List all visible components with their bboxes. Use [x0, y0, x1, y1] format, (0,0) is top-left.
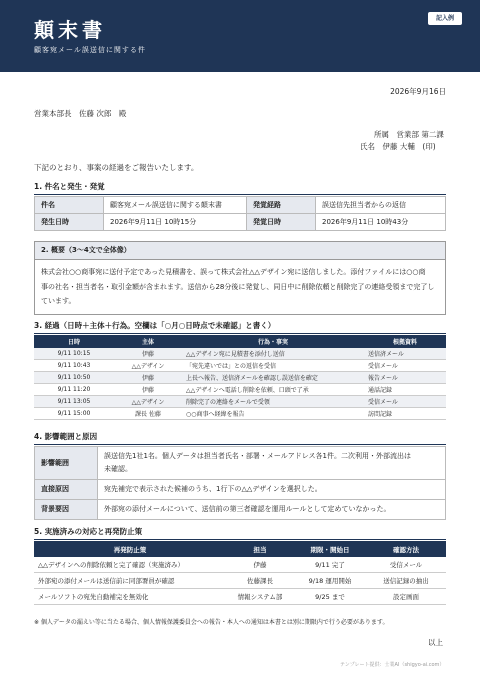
table-row: [35, 480, 446, 500]
cell-evidence: 受信メール: [364, 360, 446, 372]
table-row: [34, 360, 446, 372]
cell-actor: 課長 佐藤: [114, 408, 182, 420]
column-header: 日時: [34, 335, 114, 348]
label-background-factor: 背景要因: [35, 500, 98, 520]
section-heading-1: 1. 件名と発生・発覚: [34, 181, 446, 195]
table-row: [34, 589, 446, 605]
document-title: 顛末書: [34, 18, 106, 42]
impact-cause-table: [34, 446, 446, 520]
column-header: 期限・開始日: [294, 541, 366, 557]
section-heading-3: 3. 経過（日時＋主体＋行為。空欄は「○月○日時点で未確認」と書く）: [34, 320, 446, 334]
overview-line: 事の社名・担当者名・取引金額が含まれます。送信から28分後に発覚し、同日中に削除依頼と削除完了の連絡受領まで完了し: [41, 282, 435, 291]
cell-evidence: 通話記録: [364, 384, 446, 396]
cell-actor: 伊藤: [114, 372, 182, 384]
cell-actor: 伊藤: [114, 384, 182, 396]
value-subject: 顧客宛メール誤送信に関する顛末書: [104, 197, 247, 214]
value-discovery-time: 2026年9月11日 10時43分: [316, 214, 446, 231]
cell-owner: 伊藤: [226, 557, 294, 573]
closing-text: 以上: [428, 638, 443, 647]
cell-action: 「宛先違いでは」との返信を受信: [182, 360, 364, 372]
label-impact-scope: 影響範囲: [35, 447, 98, 480]
cell-datetime: 9/11 10:50: [34, 372, 114, 384]
document-date: 2026年9月16日: [390, 87, 446, 96]
section-heading-4: 4. 影響範囲と原因: [34, 431, 446, 445]
table-row: [35, 214, 446, 231]
table-header-row: [34, 541, 446, 557]
impact-line: 誤送信先1社1名。個人データは担当者氏名・部署・メールアドレス各1件。二次利用・外部流出は: [104, 452, 412, 460]
cell-action: △△デザイン宛に見積書を添付し送信: [182, 348, 364, 360]
cell-actor: 伊藤: [114, 348, 182, 360]
column-header: 行為・事実: [182, 335, 364, 348]
overview-body: [35, 260, 445, 314]
label-occurrence-time: 発生日時: [35, 214, 104, 231]
countermeasures-table: [34, 541, 446, 605]
cell-evidence: 訪問記録: [364, 408, 446, 420]
cell-action: ○○商事へ経緯を報告: [182, 408, 364, 420]
document-header: [0, 0, 480, 72]
column-header: 根拠資料: [364, 335, 446, 348]
cell-datetime: 9/11 10:43: [34, 360, 114, 372]
recipient: 営業本部長 佐藤 次郎 殿: [34, 109, 127, 118]
label-subject: 件名: [35, 197, 104, 214]
cell-evidence: 報告メール: [364, 372, 446, 384]
cell-verification: 設定画面: [366, 589, 446, 605]
value-discovery-route: 誤送信先担当者からの返信: [316, 197, 446, 214]
table-row: [34, 384, 446, 396]
cell-datetime: 9/11 13:05: [34, 396, 114, 408]
cell-evidence: 受信メール: [364, 396, 446, 408]
cell-datetime: 9/11 15:00: [34, 408, 114, 420]
cell-verification: 送信記録の抽出: [366, 573, 446, 589]
label-discovery-time: 発覚日時: [247, 214, 316, 231]
cell-verification: 受信メール: [366, 557, 446, 573]
table-header-row: [34, 335, 446, 348]
label-discovery-route: 発覚経路: [247, 197, 316, 214]
sender-name: 氏名 伊藤 大輔 (印): [360, 142, 436, 151]
section-heading-5: 5. 実施済みの対応と再発防止策: [34, 526, 446, 540]
intro-text: 下記のとおり、事案の経過をご報告いたします。: [34, 163, 199, 172]
table-row: [34, 396, 446, 408]
sender-department: 所属 営業部 第二課: [374, 130, 444, 139]
label-direct-cause: 直接原因: [35, 480, 98, 500]
table-row: [35, 197, 446, 214]
column-header: 主体: [114, 335, 182, 348]
cell-measure: 外部宛の添付メールは送信前に同部署員が確認: [34, 573, 226, 589]
column-header: 担当: [226, 541, 294, 557]
cell-deadline: 9/25 まで: [294, 589, 366, 605]
overview-box: [34, 241, 446, 315]
table-row: [34, 557, 446, 573]
value-occurrence-time: 2026年9月11日 10時15分: [104, 214, 247, 231]
value-impact-scope: [98, 447, 446, 480]
cell-deadline: 9/11 完了: [294, 557, 366, 573]
cell-evidence: 送信済メール: [364, 348, 446, 360]
impact-line: 未確認。: [104, 465, 132, 473]
value-background-factor: 外部宛の添付メールについて、送信前の第三者確認を運用ルールとして定めていなかった。: [98, 500, 446, 520]
overview-line: 株式会社○○商事宛に送付予定であった見積書を、誤って株式会社△△デザイン宛に送信しました。添付ファイルには○○商: [41, 268, 426, 276]
cell-measure: △△デザインへの削除依頼と完了確認（実施済み）: [34, 557, 226, 573]
cell-datetime: 9/11 10:15: [34, 348, 114, 360]
table-row: [34, 372, 446, 384]
table-row: [35, 447, 446, 480]
overview-line: ています。: [41, 297, 76, 305]
example-badge: 記入例: [428, 12, 462, 25]
table-row: [34, 408, 446, 420]
cell-actor: △△デザイン: [114, 396, 182, 408]
cell-action: 上長へ報告、送信済メールを確認し誤送信を確定: [182, 372, 364, 384]
cell-actor: △△デザイン: [114, 360, 182, 372]
section-heading-2: 2. 概要（3〜4文で全体像）: [35, 242, 445, 260]
value-direct-cause: 宛先補完で表示された候補のうち、1行下の△△デザインを選択した。: [98, 480, 446, 500]
table-row: [34, 573, 446, 589]
column-header: 確認方法: [366, 541, 446, 557]
timeline-table: [34, 335, 446, 420]
document-subtitle: 顧客宛メール誤送信に関する件: [34, 46, 146, 54]
table-row: [34, 348, 446, 360]
column-header: 再発防止策: [34, 541, 226, 557]
footer-credit: テンプレート提供：士業AI（shigyo-ai.com）: [340, 662, 445, 668]
cell-action: 削除完了の連絡をメールで受領: [182, 396, 364, 408]
cell-owner: 情報システム部: [226, 589, 294, 605]
cell-measure: メールソフトの宛先自動補完を無効化: [34, 589, 226, 605]
cell-datetime: 9/11 11:20: [34, 384, 114, 396]
table-row: [35, 500, 446, 520]
incident-summary-table: [34, 196, 446, 231]
note-text: ※ 個人データの漏えい等に当たる場合、個人情報保護委員会への報告・本人への通知は本書とは別に期限内で行う必要があります。: [34, 619, 389, 626]
cell-owner: 佐藤課長: [226, 573, 294, 589]
cell-deadline: 9/18 運用開始: [294, 573, 366, 589]
cell-action: △△デザインへ電話し削除を依頼、口頭で了承: [182, 384, 364, 396]
